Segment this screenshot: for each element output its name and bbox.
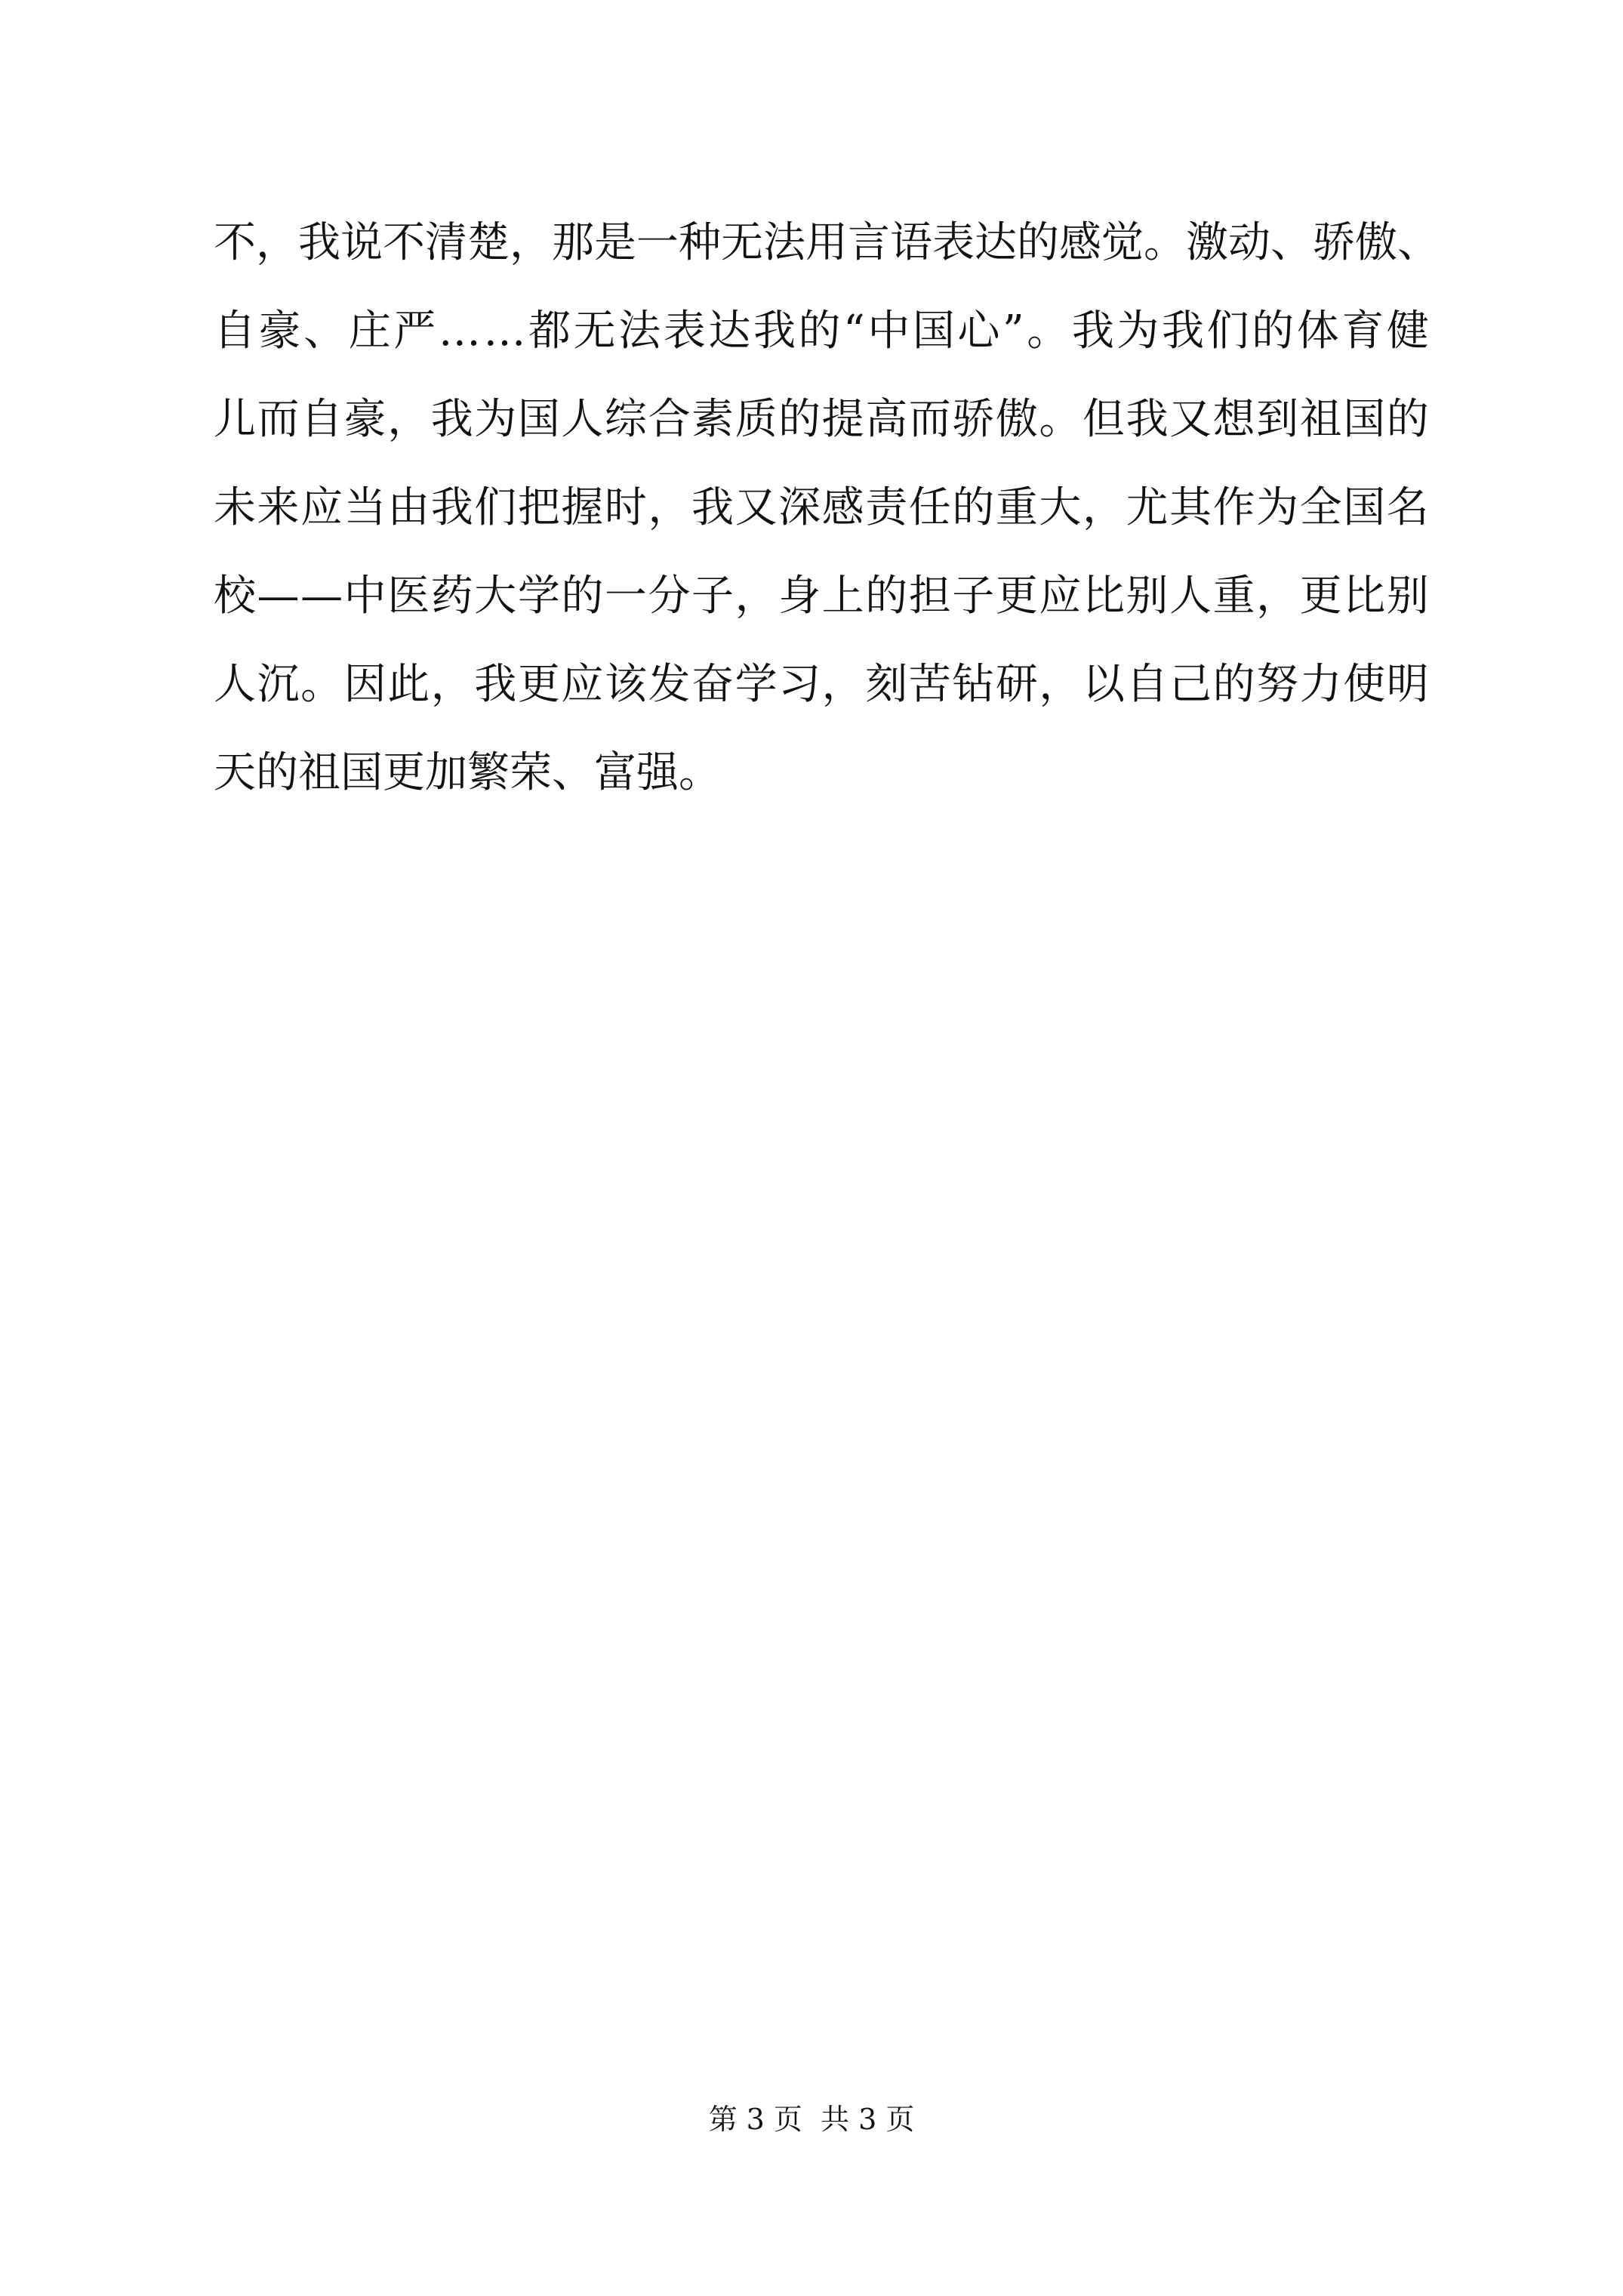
paragraph-line-4: 未 来 应 当 由 我 们 把 握 时 ， 我 又 深 感 责 任 的 重 大 ， 尤 其 作 为 全 国 名 (214, 483, 1429, 532)
paragraph-line-1: 不 ， 我 说 不 清 楚 ， 那 是 一 种 无 法 用 言 语 表 达 的 感 觉 。 激 动 、 骄 傲 、 (214, 218, 1440, 267)
paragraph-line-7: 天的祖国更加繁荣、富强。 (214, 748, 721, 797)
paragraph-line-3: 儿 而 自 豪 ， 我 为 国 人 综 合 素 质 的 提 高 而 骄 傲 。 但 我 又 想 到 祖 国 的 (214, 395, 1429, 444)
paragraph-line-6: 人 沉 。 因 此 ， 我 更 应 该 发 奋 学 习 ， 刻 苦 钻 研 ， 以 自 己 的 努 力 使 明 (214, 660, 1429, 709)
page-number-footer: 第 3 页 共 3 页 (708, 2103, 915, 2136)
paragraph-line-2: 自 豪 、 庄 严 … … 都 无 法 表 达 我 的 “ 中 国 心 ” 。 我 为 我 们 的 体 育 健 (214, 307, 1429, 356)
paragraph-line-5: 校 — — 中 医 药 大 学 的 一 分 子 ， 身 上 的 担 子 更 应 比 别 人 重 ， 更 比 别 (214, 572, 1429, 621)
